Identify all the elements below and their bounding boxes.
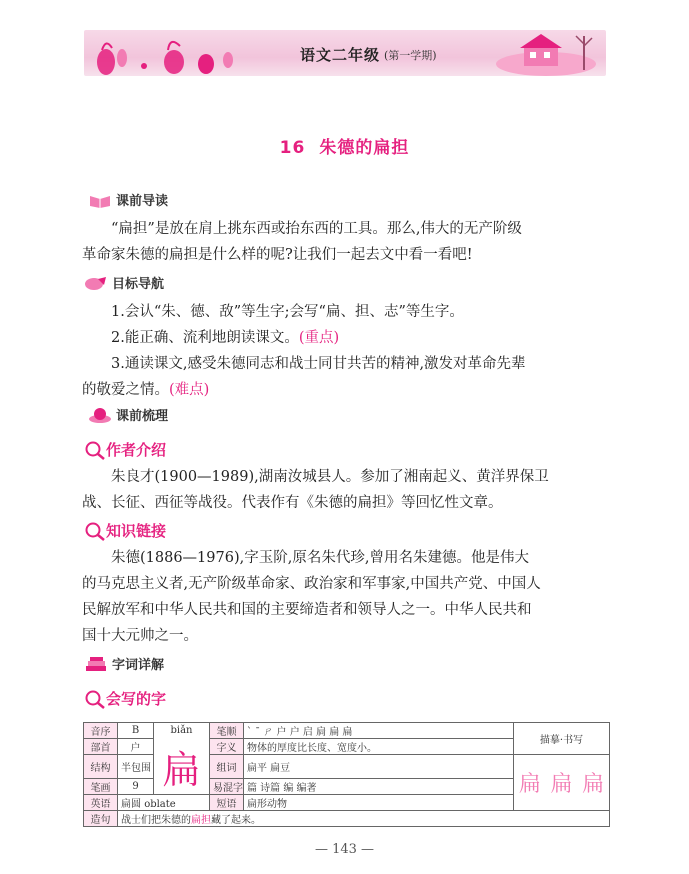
phrase-label: 短语 <box>210 794 244 810</box>
magnifier-icon <box>84 521 106 541</box>
section-review-heading: 课前梳理 <box>88 405 168 424</box>
lesson-number: 16 <box>279 138 306 158</box>
confusable-label: 易混字 <box>210 778 244 794</box>
practice-area <box>514 755 610 811</box>
radical-value: 户 <box>118 739 154 755</box>
english-value: 扁圆 oblate <box>118 794 210 810</box>
page-number: — 143 — <box>314 842 375 857</box>
sentence-value: 战士们把朱德的扁担藏了起来。 <box>118 810 610 826</box>
header-decoration-left-icon <box>86 32 246 76</box>
ribbon-icon <box>84 275 108 291</box>
difficulty-tag: (难点) <box>169 382 210 398</box>
pinyin: biǎn <box>154 723 210 739</box>
practice-label: 描摹·书写 <box>514 723 610 755</box>
goals-list <box>82 299 610 403</box>
hat-icon <box>88 407 112 423</box>
magnifier-icon <box>84 440 106 460</box>
header-title: 语文二年级 <box>300 46 381 64</box>
big-character: 扁 <box>154 739 210 795</box>
practice-char: 扁 <box>550 771 573 797</box>
header-decoration-house-icon <box>486 30 604 76</box>
books-icon <box>84 656 108 672</box>
key-point-tag: (重点) <box>298 330 340 346</box>
radical-label: 部首 <box>84 739 118 755</box>
vocab-table <box>83 722 610 827</box>
book-icon <box>88 192 112 208</box>
goal-item: 的敬爱之情。(难点) <box>82 382 210 398</box>
sentence-label: 造句 <box>84 810 118 826</box>
goal-item: 1.会认“朱、德、敌”等生字;会写“扁、担、志”等生字。 <box>111 304 464 320</box>
meaning-value: 物体的厚度比长度、宽度小。 <box>244 739 514 755</box>
header-subtitle: (第一学期) <box>384 49 437 62</box>
lesson-title <box>0 133 689 158</box>
strokes-label: 笔画 <box>84 778 118 794</box>
goal-item: 3.通读课文,感受朱德同志和战士同甘共苦的精神,激发对革命先辈 <box>111 356 526 372</box>
section-words-heading: 字词详解 <box>84 654 164 673</box>
structure-value: 半包围 <box>118 755 154 779</box>
preview-paragraph: “扁担”是放在肩上挑东西或抬东西的工具。那么,伟大的无产阶级 革命家朱德的扁担是什么样的呢?让我们一起去文中看一看吧! <box>82 221 522 263</box>
write-heading: 会写的字 <box>84 688 166 709</box>
lesson-name: 朱德的扁担 <box>319 138 410 158</box>
order-value: B <box>118 723 154 739</box>
knowledge-heading: 知识链接 <box>84 520 166 541</box>
practice-char: 扁 <box>518 771 541 797</box>
english-label: 英语 <box>84 794 118 810</box>
sentence-highlight: 扁担 <box>191 814 211 826</box>
section-preview-heading: 课前导读 <box>88 190 168 209</box>
magnifier-icon <box>84 689 106 709</box>
practice-char: 扁 <box>582 771 605 797</box>
stroke-order-label: 笔顺 <box>210 723 244 739</box>
words-value: 扁平 扁豆 <box>244 755 514 779</box>
knowledge-paragraph: 朱德(1886—1976),字玉阶,原名朱代珍,曾用名朱建德。他是伟大 的马克思主义者,无产阶级革命家、政治家和军事家,中国共产党、中国人 民解放军和中华人民共和国的主要缔造者和领导人之一。中华人民共和 国十大元帅之一。 <box>82 550 541 644</box>
order-label: 音序 <box>84 723 118 739</box>
strokes-value: 9 <box>118 778 154 794</box>
goal-item: 2.能正确、流利地朗读课文。(重点) <box>111 330 340 346</box>
words-label: 组词 <box>210 755 244 779</box>
stroke-order-value: ` ˉ ㄕ 户 户 启 扃 扁 扁 <box>244 723 514 739</box>
confusable-value: 篇 诗篇 编 编著 <box>244 778 514 794</box>
author-heading: 作者介绍 <box>84 439 166 460</box>
structure-label: 结构 <box>84 755 118 779</box>
section-goals-heading: 目标导航 <box>84 273 164 292</box>
meaning-label: 字义 <box>210 739 244 755</box>
author-paragraph: 朱良才(1900—1989),湖南汝城县人。参加了湘南起义、黄洋界保卫 战、长征、西征等战役。代表作有《朱德的扁担》等回忆性文章。 <box>82 469 549 511</box>
phrase-value: 扁形动物 <box>244 794 514 810</box>
